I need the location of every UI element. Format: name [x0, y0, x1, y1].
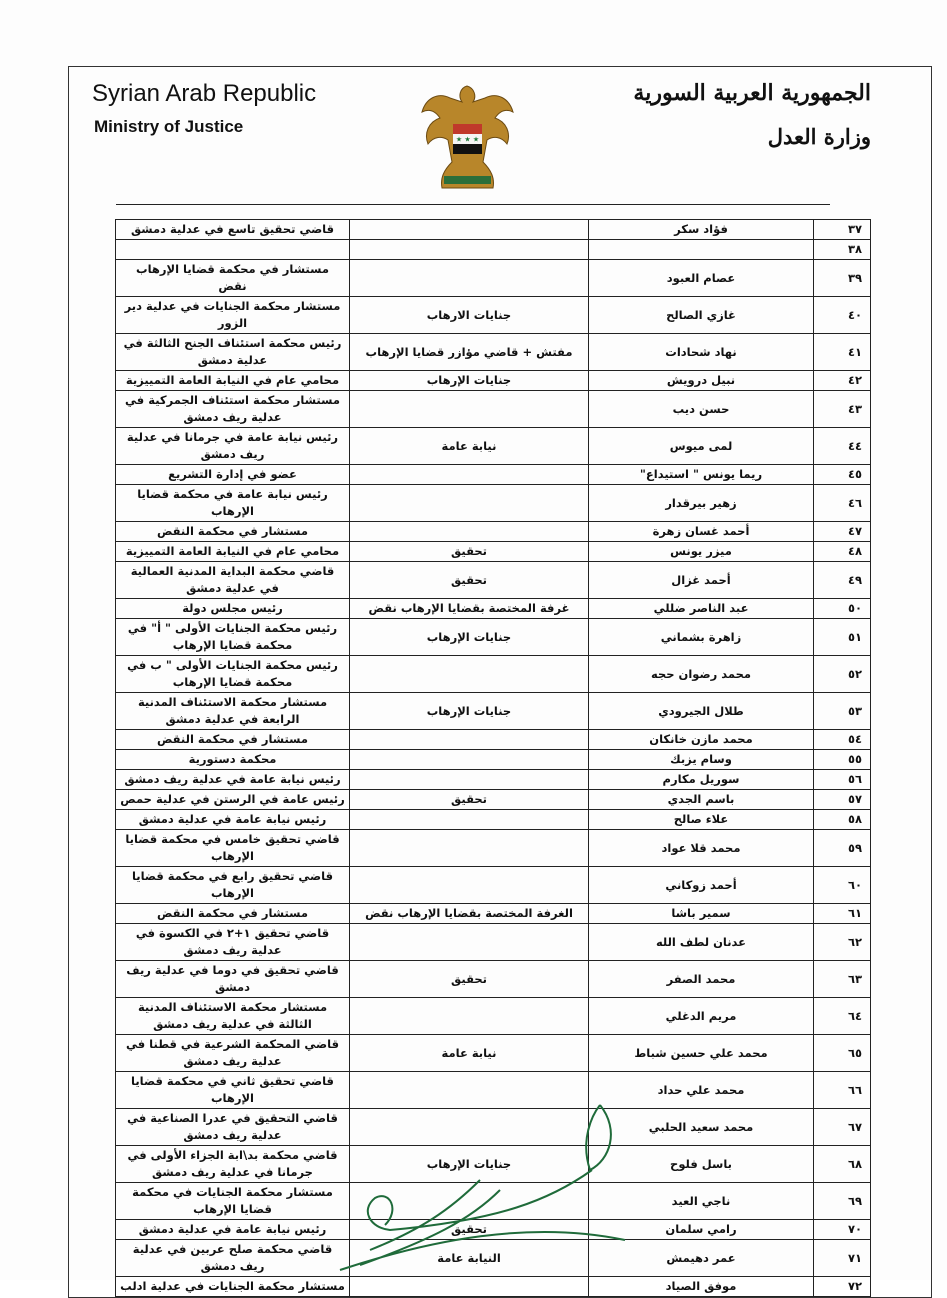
- assignment: تحقيق: [350, 961, 589, 998]
- assignment: [350, 867, 589, 904]
- table-row: [116, 260, 871, 297]
- person-name: طلال الجيرودي: [589, 693, 814, 730]
- person-name: محمد قلا عواد: [589, 830, 814, 867]
- person-name: عصام العبود: [589, 260, 814, 297]
- assignment: جنايات الإرهاب: [350, 619, 589, 656]
- row-number: ٦٦: [814, 1072, 871, 1109]
- svg-text:★ ★ ★: ★ ★ ★: [455, 135, 480, 144]
- row-number: ٦٩: [814, 1183, 871, 1220]
- current-position: قاضي المحكمة الشرعية في قطنا في عدلية ريف دمشق: [116, 1035, 350, 1072]
- person-name: ميزر يونس: [589, 542, 814, 562]
- table-row: [116, 371, 871, 391]
- person-name: ريما يونس " استيداع": [589, 465, 814, 485]
- person-name: محمد رضوان حجه: [589, 656, 814, 693]
- row-number: ٤٩: [814, 562, 871, 599]
- row-number: ٦١: [814, 904, 871, 924]
- current-position: رئيس محكمة استئناف الجنح الثالثة في عدلية دمشق: [116, 334, 350, 371]
- current-position: مستشار محكمة الجنايات في محكمة قضايا الإرهاب: [116, 1183, 350, 1220]
- table-row: [116, 1277, 871, 1297]
- row-number: ٧٢: [814, 1277, 871, 1297]
- person-name: محمد علي حداد: [589, 1072, 814, 1109]
- row-number: ٦٥: [814, 1035, 871, 1072]
- row-number: ٤٠: [814, 297, 871, 334]
- current-position: رئيس مجلس دولة: [116, 599, 350, 619]
- table-row: [116, 924, 871, 961]
- table-row: [116, 297, 871, 334]
- person-name: محمد مازن خانكان: [589, 730, 814, 750]
- person-name: سمير باشا: [589, 904, 814, 924]
- row-number: ٤٣: [814, 391, 871, 428]
- row-number: ٥٠: [814, 599, 871, 619]
- current-position: قاضي محكمة البداية المدنية العمالية في عدلية دمشق: [116, 562, 350, 599]
- row-number: ٥٥: [814, 750, 871, 770]
- assignment: نيابة عامة: [350, 1035, 589, 1072]
- person-name: عبد الناصر ضللي: [589, 599, 814, 619]
- current-position: محامي عام في النيابة العامة التمييزية: [116, 542, 350, 562]
- table-row: [116, 790, 871, 810]
- table-row: [116, 830, 871, 867]
- assignment: [350, 522, 589, 542]
- row-number: ٥٢: [814, 656, 871, 693]
- person-name: نهاد شحادات: [589, 334, 814, 371]
- table-row: [116, 867, 871, 904]
- table-row: [116, 391, 871, 428]
- person-name: محمد الصفر: [589, 961, 814, 998]
- person-name: عمر دهيمش: [589, 1240, 814, 1277]
- assignment: [350, 750, 589, 770]
- current-position: عضو في إدارة التشريع: [116, 465, 350, 485]
- assignment: [350, 260, 589, 297]
- assignment: الغرفة المختصة بقضايا الإرهاب نقض: [350, 904, 589, 924]
- table-row: [116, 693, 871, 730]
- table-row: [116, 730, 871, 750]
- person-name: سوريل مكارم: [589, 770, 814, 790]
- person-name: ناجي العيد: [589, 1183, 814, 1220]
- table-row: [116, 810, 871, 830]
- table-row: [116, 220, 871, 240]
- assignment: [350, 485, 589, 522]
- row-number: ٤٨: [814, 542, 871, 562]
- assignment: تحقيق: [350, 1220, 589, 1240]
- current-position: مستشار في محكمة النقض: [116, 730, 350, 750]
- current-position: مستشار محكمة الاستئناف المدنية الرابعة في عدلية دمشق: [116, 693, 350, 730]
- table-row: [116, 961, 871, 998]
- row-number: ٥١: [814, 619, 871, 656]
- row-number: ٤١: [814, 334, 871, 371]
- person-name: وسام يزبك: [589, 750, 814, 770]
- table-row: [116, 656, 871, 693]
- row-number: ٤٤: [814, 428, 871, 465]
- person-name: لمى ميوس: [589, 428, 814, 465]
- row-number: ٧٠: [814, 1220, 871, 1240]
- current-position: رئيس محكمة الجنايات الأولى " أ" في محكمة قضايا الإرهاب: [116, 619, 350, 656]
- current-position: محكمة دستورية: [116, 750, 350, 770]
- current-position: رئيس محكمة الجنايات الأولى " ب في محكمة قضايا الإرهاب: [116, 656, 350, 693]
- row-number: ٤٦: [814, 485, 871, 522]
- table-row: [116, 562, 871, 599]
- person-name: باسل فلوح: [589, 1146, 814, 1183]
- person-name: فؤاد سكر: [589, 220, 814, 240]
- english-subtitle: Ministry of Justice: [94, 117, 244, 136]
- row-number: ٤٢: [814, 371, 871, 391]
- table-row: [116, 465, 871, 485]
- person-name: نبيل درويش: [589, 371, 814, 391]
- assignment: تحقيق: [350, 562, 589, 599]
- assignment: [350, 220, 589, 240]
- person-name: أحمد غسان زهرة: [589, 522, 814, 542]
- person-name: مريم الدغلي: [589, 998, 814, 1035]
- current-position: قاضي تحقيق تاسع في عدلية دمشق: [116, 220, 350, 240]
- assignment: [350, 730, 589, 750]
- row-number: ٦٤: [814, 998, 871, 1035]
- current-position: رئيس عامة في الرستن في عدلية حمص: [116, 790, 350, 810]
- current-position: رئيس نيابة عامة في عدلية دمشق: [116, 810, 350, 830]
- table-row: [116, 904, 871, 924]
- current-position: مستشار محكمة الجنايات في عدلية دير الزور: [116, 297, 350, 334]
- assignment: النيابة عامة: [350, 1240, 589, 1277]
- assignment: جنايات الإرهاب: [350, 693, 589, 730]
- current-position: قاضي التحقيق في عدرا الصناعية في عدلية ريف دمشق: [116, 1109, 350, 1146]
- person-name: زهير بيرقدار: [589, 485, 814, 522]
- row-number: ٦٨: [814, 1146, 871, 1183]
- assignment: تحقيق: [350, 790, 589, 810]
- row-number: ٦٧: [814, 1109, 871, 1146]
- current-position: محامي عام في النيابة العامة التمييزية: [116, 371, 350, 391]
- assignment: مفتش + قاضي مؤازر قضايا الإرهاب: [350, 334, 589, 371]
- assignment: [350, 998, 589, 1035]
- row-number: ٤٧: [814, 522, 871, 542]
- table-row: [116, 1035, 871, 1072]
- current-position: قاضي تحقيق خامس في محكمة قضايا الإرهاب: [116, 830, 350, 867]
- current-position: مستشار محكمة الاستئناف المدنية الثالثة في عدلية ريف دمشق: [116, 998, 350, 1035]
- row-number: ٥٤: [814, 730, 871, 750]
- assignment: [350, 240, 589, 260]
- current-position: مستشار في محكمة النقض: [116, 522, 350, 542]
- assignment: [350, 1277, 589, 1297]
- current-position: قاضي محكمة بد\ابة الجزاء الأولى في جرمانا في عدلية ريف دمشق: [116, 1146, 350, 1183]
- row-number: ٥٨: [814, 810, 871, 830]
- row-number: ٤٥: [814, 465, 871, 485]
- current-position: مستشار محكمة الجنايات في عدلية ادلب: [116, 1277, 350, 1297]
- current-position: قاضي تحقيق في دوما في عدلية ريف دمشق: [116, 961, 350, 998]
- assignment: [350, 810, 589, 830]
- signature: [330, 1100, 630, 1275]
- row-number: ٦٣: [814, 961, 871, 998]
- table-row: [116, 998, 871, 1035]
- current-position: قاضي تحقيق ١+٢ في الكسوة في عدلية ريف دمشق: [116, 924, 350, 961]
- table-row: [116, 750, 871, 770]
- table-row: [116, 522, 871, 542]
- row-number: ٥٩: [814, 830, 871, 867]
- person-name: [589, 240, 814, 260]
- assignment: نيابة عامة: [350, 428, 589, 465]
- current-position: مستشار محكمة استئناف الجمركية في عدلية ريف دمشق: [116, 391, 350, 428]
- assignment: تحقيق: [350, 542, 589, 562]
- current-position: قاضي محكمة صلح عربين في عدلية ريف دمشق: [116, 1240, 350, 1277]
- current-position: [116, 240, 350, 260]
- current-position: مستشار في محكمة النقض: [116, 904, 350, 924]
- current-position: قاضي تحقيق ثاني في محكمة قضايا الإرهاب: [116, 1072, 350, 1109]
- table-row: [116, 334, 871, 371]
- table-row: [116, 619, 871, 656]
- person-name: باسم الجدي: [589, 790, 814, 810]
- row-number: ٥٣: [814, 693, 871, 730]
- assignment: [350, 656, 589, 693]
- person-name: عدنان لطف الله: [589, 924, 814, 961]
- assignment: [350, 770, 589, 790]
- current-position: رئيس نيابة عامة في جرمانا في عدلية ريف دمشق: [116, 428, 350, 465]
- person-name: أحمد غزال: [589, 562, 814, 599]
- row-number: ٥٧: [814, 790, 871, 810]
- row-number: ٣٩: [814, 260, 871, 297]
- table-row: [116, 485, 871, 522]
- assignment: غرفة المختصة بقضايا الإرهاب نقض: [350, 599, 589, 619]
- person-name: رامي سلمان: [589, 1220, 814, 1240]
- assignment: جنايات الارهاب: [350, 297, 589, 334]
- arabic-title: الجمهورية العربية السورية: [633, 80, 871, 106]
- person-name: زاهرة بشماني: [589, 619, 814, 656]
- current-position: مستشار في محكمة قضايا الإرهاب نقض: [116, 260, 350, 297]
- person-name: محمد علي حسين شباط: [589, 1035, 814, 1072]
- row-number: ٥٦: [814, 770, 871, 790]
- header-divider: [116, 204, 830, 205]
- person-name: غازي الصالح: [589, 297, 814, 334]
- arabic-subtitle: وزارة العدل: [767, 124, 871, 149]
- assignment: جنايات الإرهاب: [350, 371, 589, 391]
- row-number: ٦٠: [814, 867, 871, 904]
- assignment: [350, 924, 589, 961]
- person-name: علاء صالح: [589, 810, 814, 830]
- row-number: ٣٨: [814, 240, 871, 260]
- person-name: أحمد زوكاني: [589, 867, 814, 904]
- current-position: رئيس نيابة عامة في عدلية ريف دمشق: [116, 770, 350, 790]
- row-number: ٧١: [814, 1240, 871, 1277]
- assignment: جنايات الإرهاب: [350, 1146, 589, 1183]
- table-row: [116, 542, 871, 562]
- current-position: رئيس نيابة عامة في محكمة قضايا الإرهاب: [116, 485, 350, 522]
- row-number: ٦٢: [814, 924, 871, 961]
- person-name: حسن ديب: [589, 391, 814, 428]
- assignment: [350, 391, 589, 428]
- assignment: [350, 830, 589, 867]
- table-row: [116, 599, 871, 619]
- assignment: [350, 465, 589, 485]
- current-position: رئيس نيابة عامة في عدلية دمشق: [116, 1220, 350, 1240]
- current-position: قاضي تحقيق رابع في محكمة قضايا الإرهاب: [116, 867, 350, 904]
- table-row: [116, 770, 871, 790]
- table-row: [116, 428, 871, 465]
- person-name: محمد سعيد الحلبي: [589, 1109, 814, 1146]
- row-number: ٣٧: [814, 220, 871, 240]
- english-title: Syrian Arab Republic: [92, 80, 317, 107]
- person-name: موفق الصياد: [589, 1277, 814, 1297]
- table-row: [116, 240, 871, 260]
- eagle-emblem-icon: [420, 78, 515, 193]
